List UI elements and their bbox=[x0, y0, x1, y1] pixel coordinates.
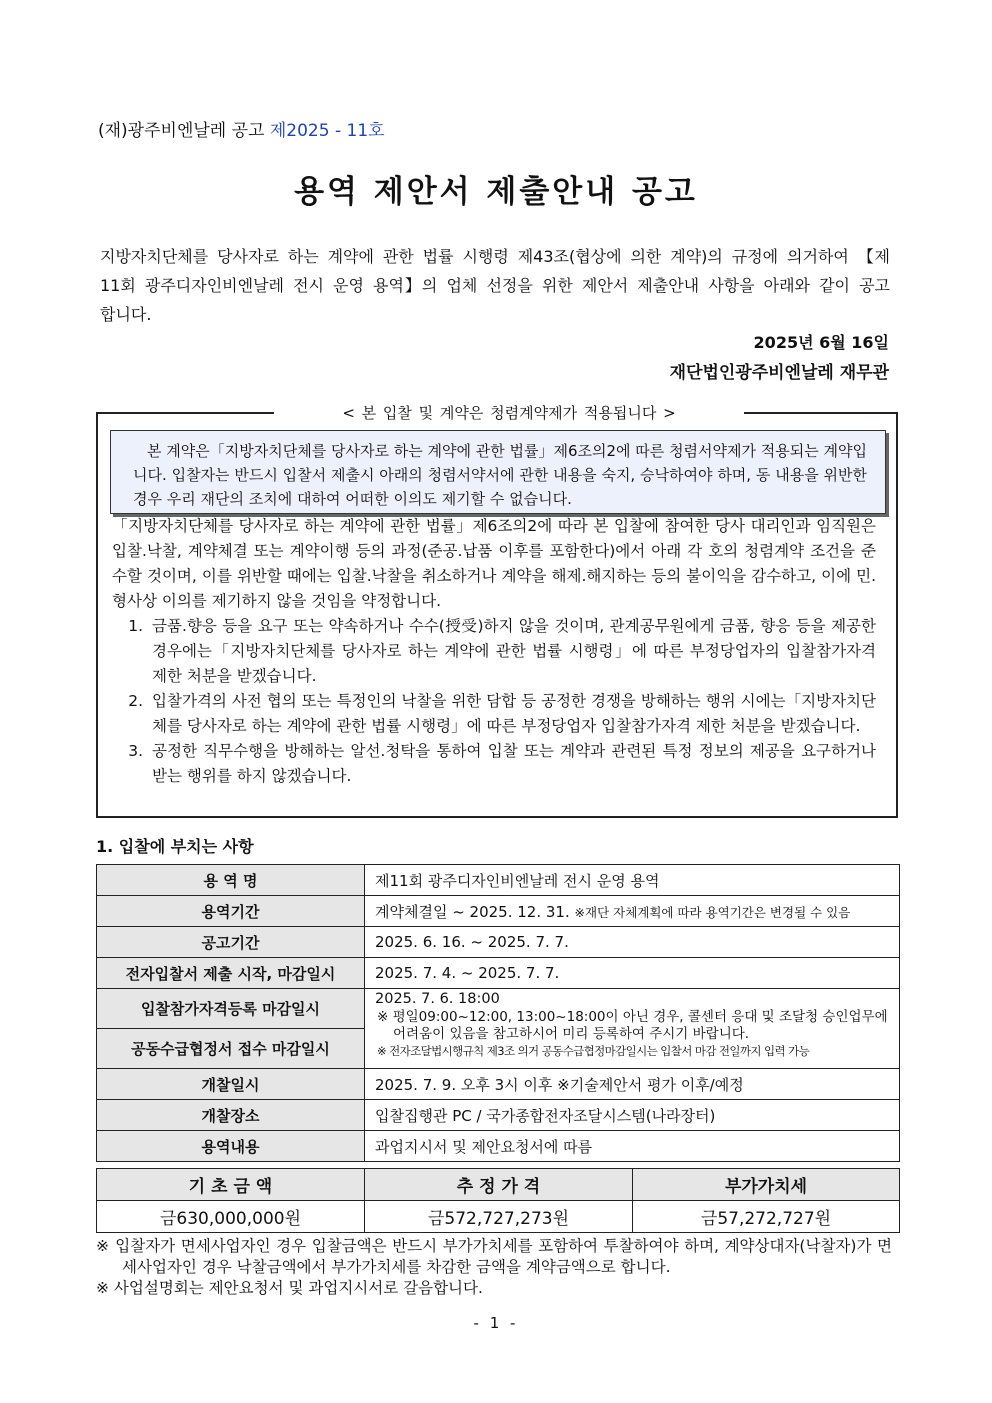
vat-value: 금57,272,727원 bbox=[633, 1201, 900, 1233]
row-value: 제11회 광주디자인비엔날레 전시 운영 용역 bbox=[365, 865, 900, 896]
table-row bbox=[97, 896, 900, 927]
row-label: 공동수급협정서 접수 마감일시 bbox=[97, 1029, 365, 1069]
notice-number bbox=[98, 116, 385, 141]
footnote: ※ 입찰자가 면세사업자인 경우 입찰금액은 반드시 부가가치세를 포함하여 투찰하여야 하며, 계약상대자(낙찰자)가 면세사업자인 경우 낙찰금액에서 부가가치세를 차감한 금액을 계약금액으로 합니다. bbox=[96, 1237, 892, 1276]
table-row bbox=[97, 1069, 900, 1100]
integrity-legend: < 본 입찰 및 계약은 청렴계약제가 적용됩니다 > bbox=[274, 400, 744, 425]
row-label: 개찰장소 bbox=[97, 1100, 365, 1131]
table-row bbox=[97, 958, 900, 989]
period-note: ※재단 자체계획에 따라 용역기간은 변경될 수 있음 bbox=[574, 904, 851, 920]
row-label: 입찰참가자격등록 마감일시 bbox=[97, 989, 365, 1029]
bid-info-table bbox=[96, 864, 900, 1162]
registration-deadline: 2025. 7. 6. 18:00 bbox=[375, 991, 500, 1007]
base-amount-header: 기 초 금 액 bbox=[97, 1169, 365, 1201]
row-value bbox=[365, 896, 900, 927]
row-label: 공고기간 bbox=[97, 927, 365, 958]
integrity-pledge bbox=[112, 514, 876, 789]
vat-header: 부가가치세 bbox=[633, 1169, 900, 1201]
footnote: ※ 사업설명회는 제안요청서 및 과업지시서로 갈음합니다. bbox=[96, 1279, 483, 1297]
page-number: - 1 - bbox=[473, 1314, 519, 1332]
base-amount-value: 금630,000,000원 bbox=[97, 1201, 365, 1233]
row-value: 2025. 6. 16. ~ 2025. 7. 7. bbox=[365, 927, 900, 958]
period-value: 계약체결일 ~ 2025. 12. 31. bbox=[375, 902, 575, 921]
notice-number-value: 제2025 - 11호 bbox=[269, 121, 385, 141]
table-row bbox=[97, 1169, 900, 1201]
table-row bbox=[97, 927, 900, 958]
integrity-box bbox=[110, 430, 886, 514]
row-value: 과업지시서 및 제안요청서에 따름 bbox=[365, 1131, 900, 1162]
notice-date: 2025년 6월 16일 bbox=[753, 333, 889, 352]
page-title: 용역 제안서 제출안내 공고 bbox=[294, 174, 698, 210]
notice-prefix: (재)광주비엔날레 공고 bbox=[98, 121, 270, 141]
amount-table bbox=[96, 1168, 900, 1233]
joint-supply-note: ※ 전자조달법시행규칙 제3조 의거 공동수급협정마감일시는 입찰서 마감 전일까지 입력 가능 bbox=[377, 1044, 810, 1058]
opening-value: 2025. 7. 9. 오후 3시 이후 bbox=[375, 1075, 558, 1094]
table-row bbox=[97, 1100, 900, 1131]
row-value bbox=[365, 1069, 900, 1100]
table-row bbox=[97, 1131, 900, 1162]
estimated-price-header: 추 정 가 격 bbox=[365, 1169, 633, 1201]
row-label: 용역내용 bbox=[97, 1131, 365, 1162]
table-row bbox=[97, 989, 900, 1029]
opening-note: ※기술제안서 평가 이후/예정 bbox=[557, 1075, 744, 1094]
table-row bbox=[97, 865, 900, 896]
section-title: 1. 입찰에 부치는 사항 bbox=[96, 837, 254, 856]
row-label: 용역기간 bbox=[97, 896, 365, 927]
pledge-list bbox=[112, 614, 876, 789]
table-row bbox=[97, 1201, 900, 1233]
integrity-box-text: 본 계약은「지방자치단체를 당사자로 하는 계약에 관한 법률」제6조의2에 따른 청렴서약제가 적용되는 계약입니다. 입찰자는 반드시 입찰서 제출시 아래의 청렴서약서에 관한 내용을 숙지, 승낙하여야 하며, 동 내용을 위반한 경우 우리 재단의 조치에 대하여 어떠한 이의도 제기할 수 없습니다. bbox=[133, 442, 867, 508]
row-value: 입찰집행관 PC / 국가종합전자조달시스템(나라장터) bbox=[365, 1100, 900, 1131]
row-label: 개찰일시 bbox=[97, 1069, 365, 1100]
row-value: 2025. 7. 4. ~ 2025. 7. 7. bbox=[365, 958, 900, 989]
row-label: 용 역 명 bbox=[97, 865, 365, 896]
pledge-item: 3. 공정한 직무수행을 방해하는 알선.청탁을 통하여 입찰 또는 계약과 관련된 특정 정보의 제공을 요구하거나 받는 행위를 하지 않겠습니다. bbox=[148, 739, 876, 789]
estimated-price-value: 금572,727,273원 bbox=[365, 1201, 633, 1233]
registration-note: ※ 평일09:00~12:00, 13:00~18:00이 아닌 경우, 콜센터 응대 및 조달청 승인업무에 어려움이 있음을 참고하시어 미리 등록하여 주시기 바랍니다. bbox=[377, 1009, 888, 1042]
pledge-item: 2. 입찰가격의 사전 협의 또는 특정인의 낙찰을 위한 담합 등 공정한 경쟁을 방해하는 행위 시에는「지방자치단체를 당사자로 하는 계약에 관한 법률 시행령」에 따른 부정당업자 입찰참가자격 제한 처분을 받겠습니다. bbox=[148, 689, 876, 739]
row-label: 전자입찰서 제출 시작, 마감일시 bbox=[97, 958, 365, 989]
intro-paragraph: 지방자치단체를 당사자로 하는 계약에 관한 법률 시행령 제43조(협상에 의한 계약)의 규정에 의거하여 【제11회 광주디자인비엔날레 전시 운영 용역】의 업체 선정을 위한 제안서 제출안내 사항을 아래와 같이 공고합니다. bbox=[100, 247, 890, 324]
issuer-organization: 재단법인광주비엔날레 재무관 bbox=[669, 363, 889, 383]
pledge-item: 1. 금품.향응 등을 요구 또는 약속하거나 수수(授受)하지 않을 것이며, 관계공무원에게 금품, 향응 등을 제공한 경우에는「지방자치단체를 당사자로 하는 계약에 관한 법률 시행령」에 따른 부정당업자의 입찰참가자격 제한 처분을 받겠습니다. bbox=[148, 614, 876, 689]
footnotes bbox=[96, 1236, 892, 1299]
pledge-paragraph: 「지방자치단체를 당사자로 하는 계약에 관한 법률」제6조의2에 따라 본 입찰에 참여한 당사 대리인과 임직원은 입찰.낙찰, 계약체결 또는 계약이행 등의 과정(준공.납품 이후를 포함한다)에서 아래 각 호의 청렴계약 조건을 준수할 것이며, 이를 위반할 때에는 입찰.낙찰을 취소하거나 계약을 해제.해지하는 등의 불이익을 감수하고, 이에 민.형사상 이의를 제기하지 않을 것임을 약정합니다. bbox=[112, 517, 876, 610]
row-value bbox=[365, 989, 900, 1069]
